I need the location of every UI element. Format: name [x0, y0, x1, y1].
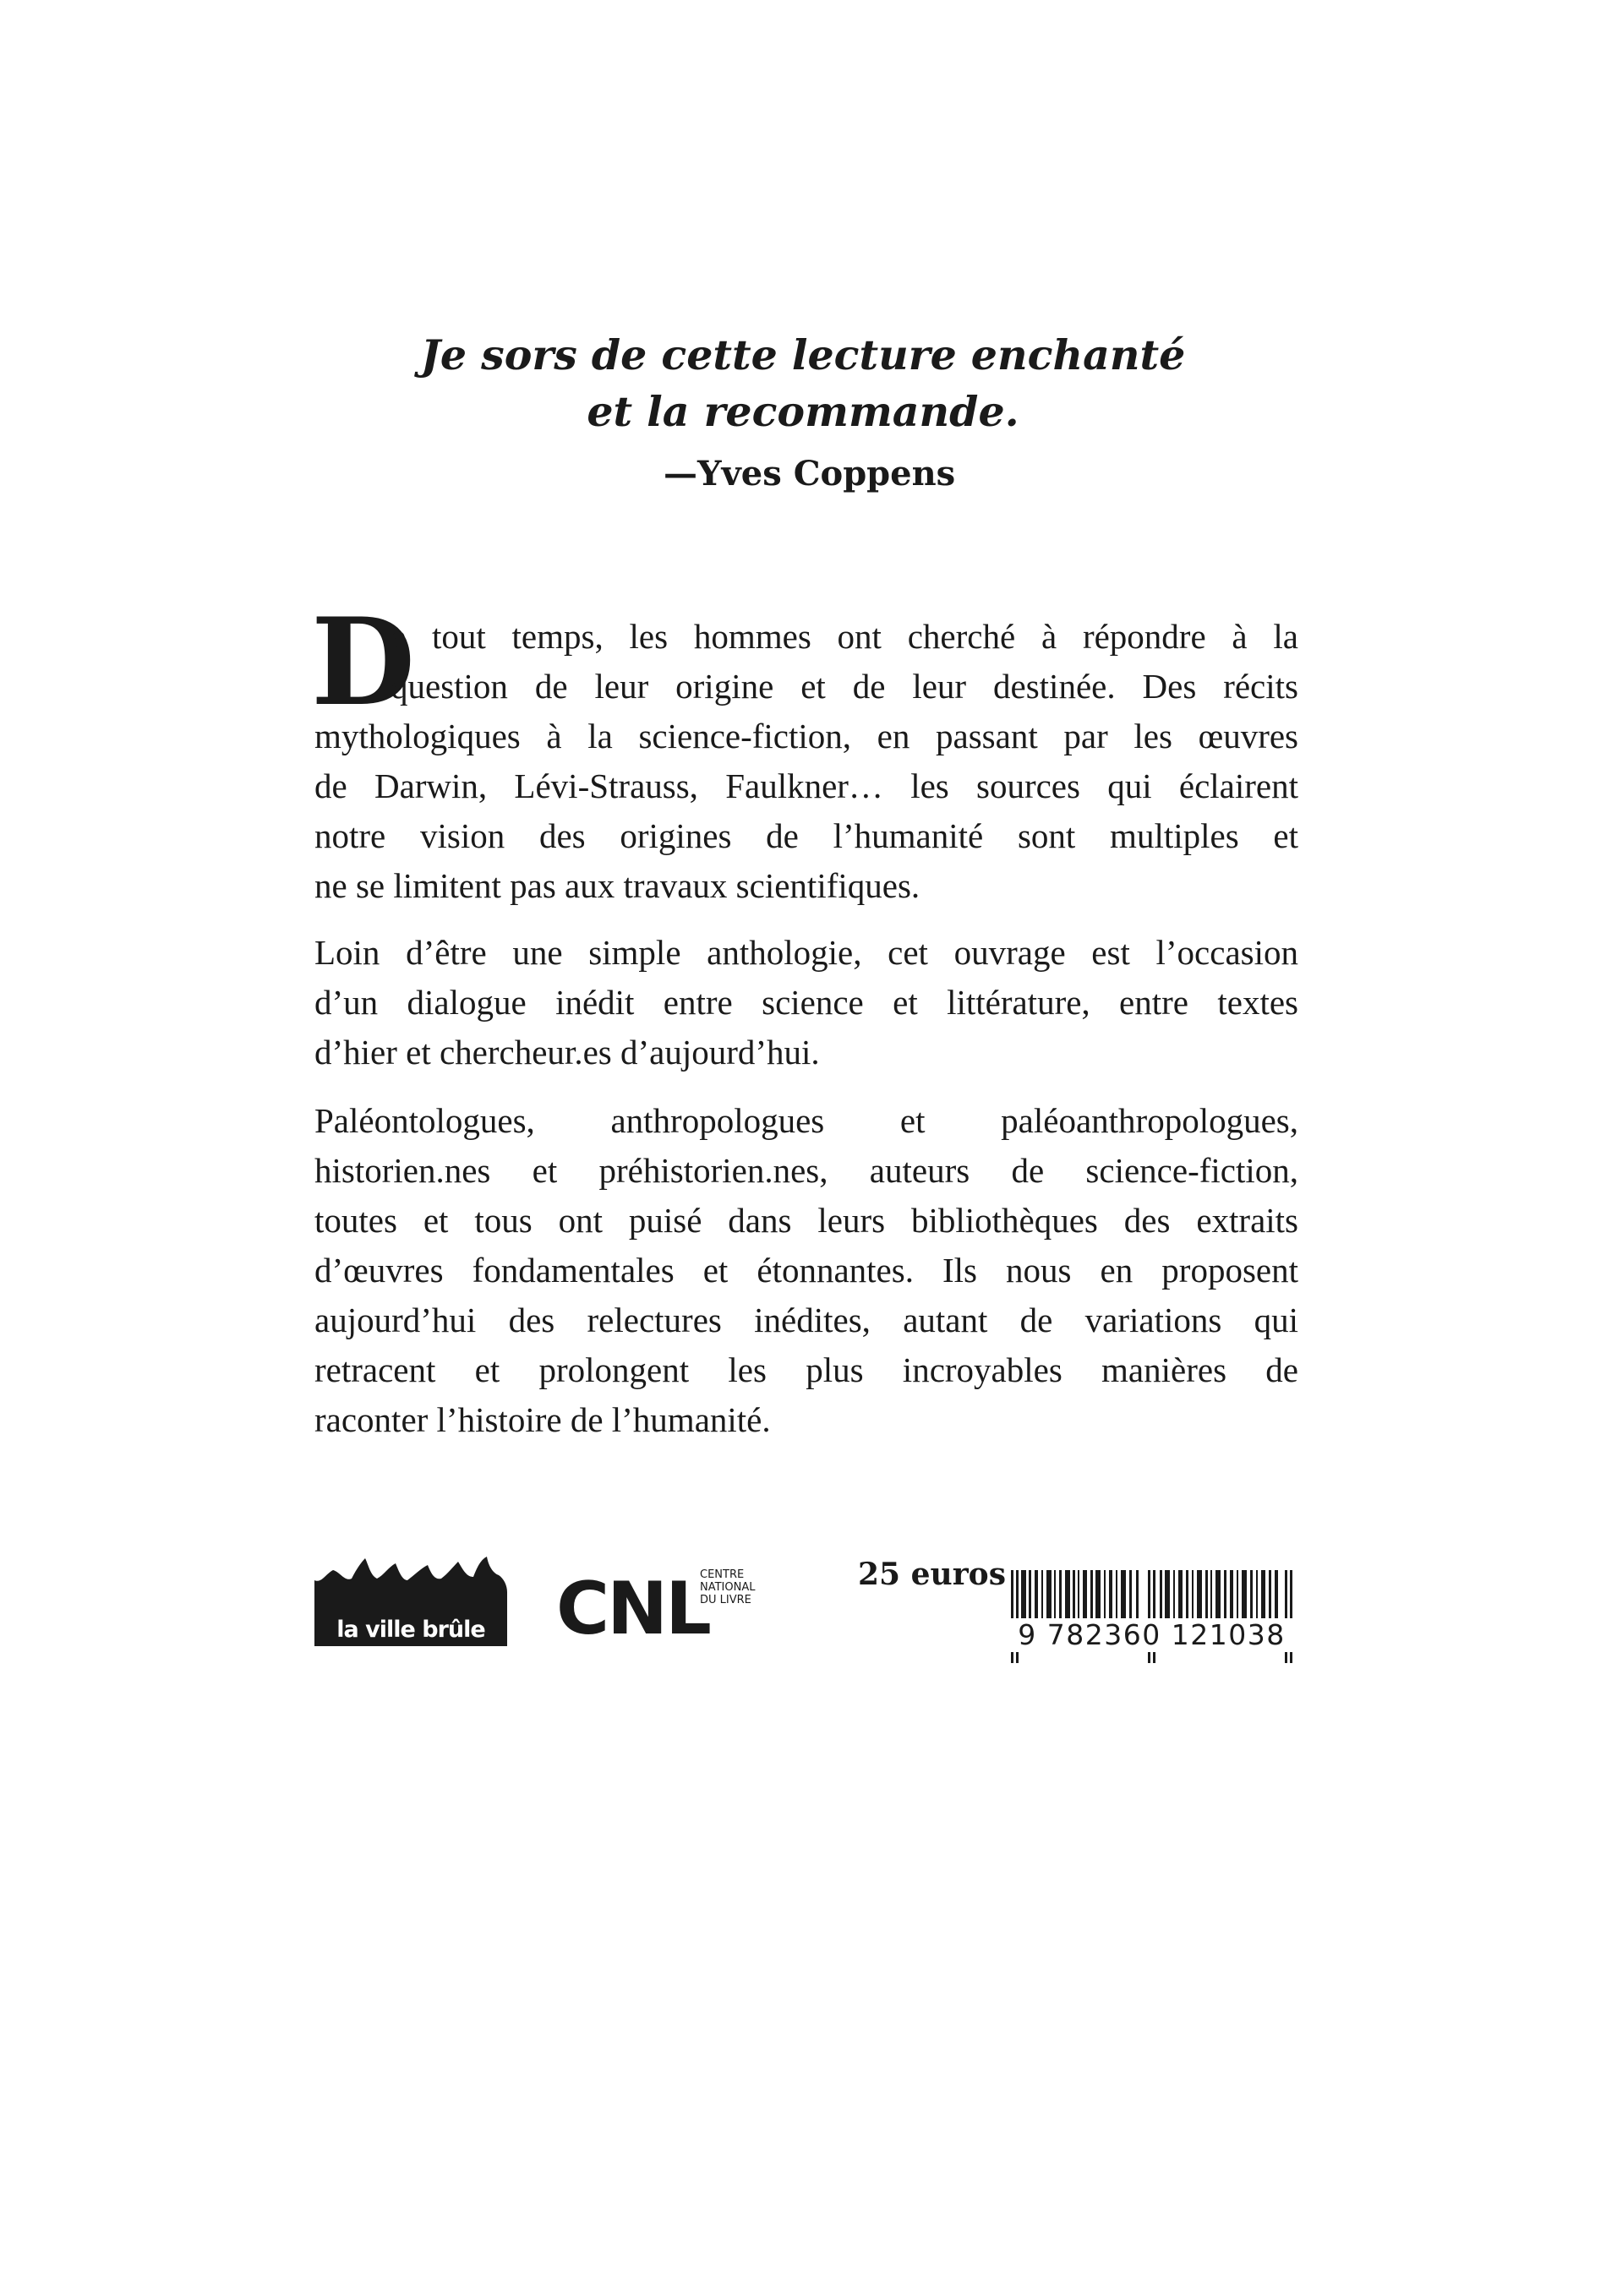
paragraph-line: toutes et tous ont puisé dans leurs bibliothèques des extraits: [314, 1201, 1298, 1240]
paragraph-line: d’hier et chercheur.es d’aujourd’hui.: [314, 1033, 820, 1072]
cnl-logo-subtitle: [700, 1568, 776, 1606]
paragraph-line: aujourd’hui des relectures inédites, autant de variations qui: [314, 1301, 1298, 1339]
quote-line-1: Je sors de cette lecture enchanté: [420, 330, 1186, 379]
paragraph-3: [314, 1096, 1298, 1445]
paragraph-line: raconter l’histoire de l’humanité.: [314, 1400, 771, 1439]
drop-cap: D: [311, 592, 416, 733]
paragraph-2: [314, 928, 1298, 1077]
isbn-number: 9 782360 121038: [1006, 1618, 1297, 1652]
cnl-logo: [556, 1563, 767, 1656]
cnl-logo-letters: CNL: [556, 1567, 709, 1651]
paragraph-line: retracent et prolongent les plus incroyables manières de: [314, 1350, 1298, 1389]
cnl-subtitle-line: DU LIVRE: [700, 1594, 751, 1606]
paragraph-line: ne se limitent pas aux travaux scientifiques.: [314, 866, 920, 905]
paragraph-line: d’œuvres fondamentales et étonnantes. Ils nous en proposent: [314, 1251, 1298, 1290]
paragraph-line: question de leur origine et de leur destinée. Des récits: [391, 667, 1298, 706]
paragraph-line: d’un dialogue inédit entre science et littérature, entre textes: [314, 983, 1298, 1022]
quote-author: —Yves Coppens: [664, 454, 956, 494]
paragraph-line: Paléontologues, anthropologues et paléoanthropologues,: [314, 1101, 1298, 1140]
publisher-logo-text: la ville brûle: [336, 1617, 485, 1643]
paragraph-line: historien.nes et préhistorien.nes, auteurs de science-fiction,: [314, 1151, 1298, 1190]
publisher-logo: [314, 1557, 507, 1646]
paragraph-line: mythologiques à la science-fiction, en passant par les œuvres: [314, 717, 1298, 755]
paragraph-line: de Darwin, Lévi-Strauss, Faulkner… les sources qui éclairent: [314, 766, 1298, 805]
paragraph-line: e tout temps, les hommes ont cherché à répondre à la: [391, 617, 1298, 656]
paragraph-line: notre vision des origines de l’humanité sont multiples et: [314, 816, 1298, 855]
paragraph-line: Loin d’être une simple anthologie, cet ouvrage est l’occasion: [314, 933, 1298, 972]
quote-line-2: et la recommande.: [587, 387, 1019, 436]
paragraph-1: [314, 612, 1298, 911]
price-label: 25 euros: [858, 1557, 1006, 1592]
cnl-subtitle-line: NATIONAL: [700, 1581, 756, 1594]
cnl-subtitle-line: CENTRE: [700, 1568, 745, 1581]
